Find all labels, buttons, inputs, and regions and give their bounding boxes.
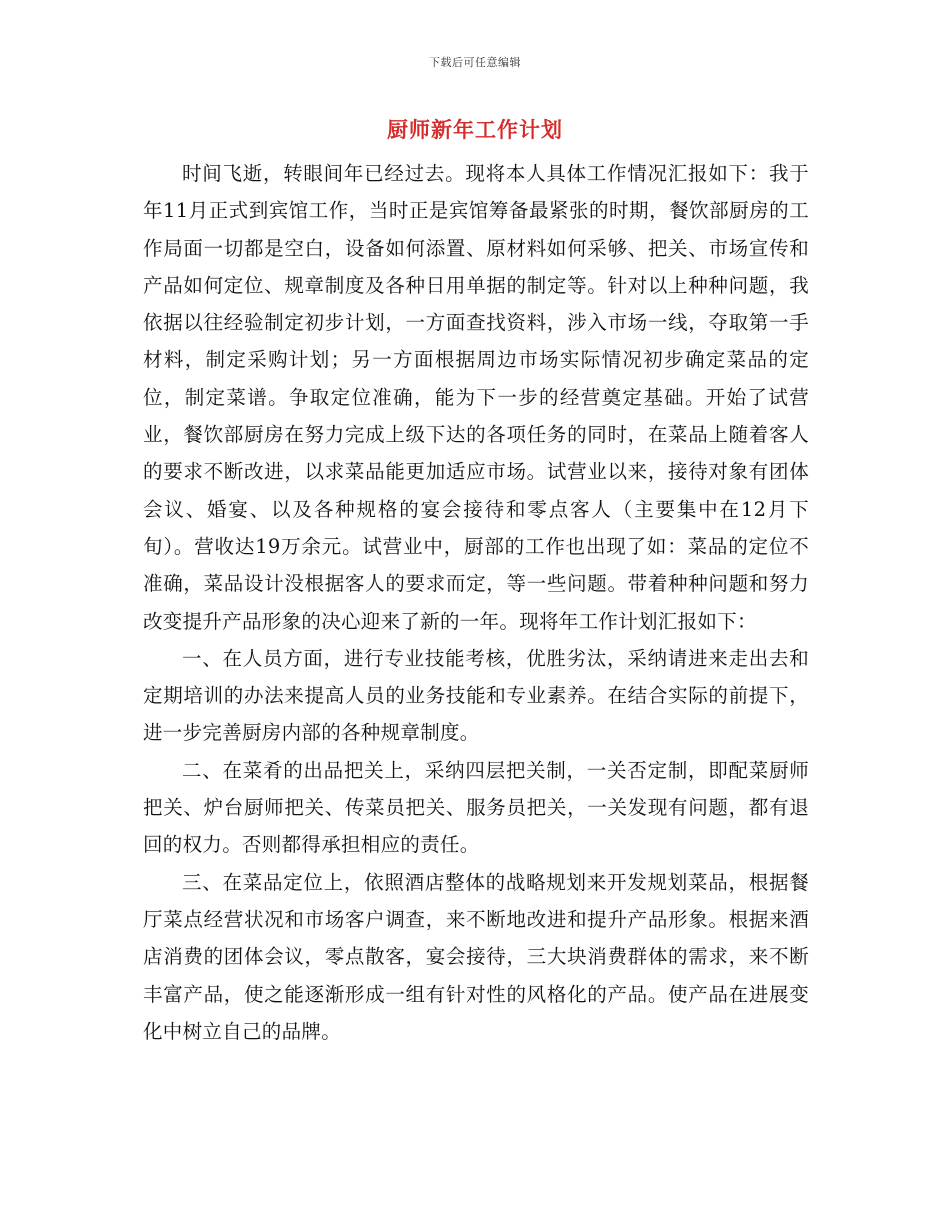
paragraph-quality-control: 二、在菜肴的出品把关上，采纳四层把关制，一关否定制，即配菜厨师把关、炉台厨师把关、传菜员把关、服务员把关，一关发现有问题，都有退回的权力。否则都得承担相应的责任。: [143, 758, 809, 857]
document-title: 厨师新年工作计划: [387, 117, 563, 142]
header-note: 下载后可任意编辑: [429, 56, 521, 69]
paragraph-staffing: 一、在人员方面，进行专业技能考核，优胜劣汰，采纳请进来走出去和定期培训的办法来提高人员的业务技能和专业素养。在结合实际的前提下，进一步完善厨房内部的各种规章制度。: [143, 646, 809, 745]
paragraph-intro: 时间飞逝，转眼间年已经过去。现将本人具体工作情况汇报如下：我于年11月正式到宾馆工作，当时正是宾馆筹备最紧张的时期，餐饮部厨房的工作局面一切都是空白，设备如何添置、原材料如何采够、把关、市场宣传和产品如何定位、规章制度及各种日用单据的制定等。针对以上种种问题，我依据以往经验制定初步计划，一方面查找资料，涉入市场一线，夺取第一手材料，制定采购计划；另一方面根据周边市场实际情况初步确定菜品的定位，制定菜谱。争取定位准确，能为下一步的经营奠定基础。开始了试营业，餐饮部厨房在努力完成上级下达的各项任务的同时，在菜品上随着客人的要求不断改进，以求菜品能更加适应市场。试营业以来，接待对象有团体会议、婚宴、以及各种规格的宴会接待和零点客人（主要集中在12月下旬）。营收达19万余元。试营业中，厨部的工作也出现了如：菜品的定位不准确，菜品设计没根据客人的要求而定，等一些问题。带着种种问题和努力改变提升产品形象的决心迎来了新的一年。现将年工作计划汇报如下：: [143, 162, 809, 633]
document-body: [143, 155, 809, 1050]
paragraph-menu-positioning: 三、在菜品定位上，依照酒店整体的战略规划来开发规划菜品，根据餐厅菜点经营状况和市场客户调查，来不断地改进和提升产品形象。根据来酒店消费的团体会议，零点散客，宴会接待，三大块消费群体的需求，来不断丰富产品，使之能逐渐形成一组有针对性的风格化的产品。使产品在进展变化中树立自己的品牌。: [143, 870, 809, 1043]
